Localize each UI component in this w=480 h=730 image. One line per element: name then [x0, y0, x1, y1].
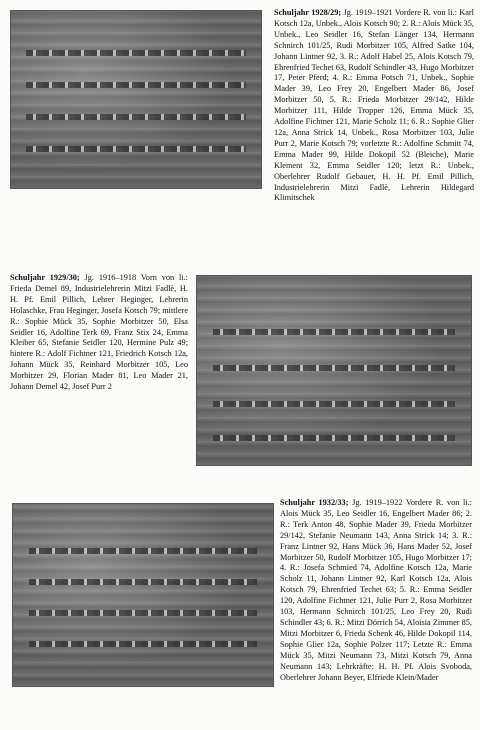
caption-1928	[274, 8, 474, 204]
caption-1929	[10, 273, 188, 393]
caption-year: Jg. 1919–1921	[343, 8, 393, 17]
class-photo-1929	[196, 275, 472, 466]
caption-year: Jg. 1919–1922	[352, 498, 403, 507]
caption-body: Vorn von li.: Frieda Demel 89, Industrielehrerin Mitzi Fadlè, H. H. Pf. Emil Pillich, Lehrer Heginger, Lehrerin Holaschke, Frau Heginger, Josefa Kotsch 79; mittlere R.: Sophie Mück 35, Sophie Morbitzer 50, Elsa Seidler 16, Adolfine Terk 69, Franz Stix 24, Emma Kleiber 65, Stefanie Seidler 120, Hermine Pulz 49; hintere R.: Adolf Fichtner 121, Friedrich Kotsch 12a, Johann Mück 35, Reinhard Morbitzer 105, Leo Morbitzer 29, Florian Mader 81, Leo Mader 21, Johann Demel 42, Josef Purr 2	[10, 273, 189, 392]
caption-title: Schuljahr 1929/30;	[10, 273, 80, 282]
caption-title: Schuljahr 1932/33;	[280, 498, 349, 507]
caption-year: Jg. 1916–1918	[84, 273, 137, 282]
class-photo-1928	[10, 10, 262, 189]
float-spacer	[12, 498, 280, 674]
caption-title: Schuljahr 1928/29;	[274, 8, 342, 17]
caption-1932	[12, 498, 472, 683]
caption-body: Vordere R. von li.: Karl Kotsch 12a, Unbek., Alois Kotsch 90; 2. R.: Alois Mück 35, Unbek., Leo Seidler 16, Stefan Länger 134, Hermann Schnirch 101/25, Rudi Morbitzer 105, Alfred Satke 104, Johann Lintner 92, 3. R.: Adolf Habel 25, Alois Kotsch 79, Ehrenfried Techet 63, Rudolf Schindler 43, Hugo Morbitzer 17, Peter Pferd; 4. R.: Emma Potsch 71, Unbek., Sophie Mader 39, Leo Frey 20, Engelbert Mader 86, Josef Morbitzer 50, 5. R.: Frieda Morbitzer 29/142, Hilde Morbitzer 111, Hilde Tropper 126, Emma Mück 35, Adolfine Fichtner 121, Marie Scholz 11; 6. R.: Sophie Glier 12a, Anna Strick 14, Unbek., Rosa Morbitzer 103, Julie Purr 2, Marie Kotsch 79; vorletzte R.: Adolfine Schmitt 74, Emma Mader 99, Hilde Dokopil 52 (Bleiche), Marie Klement 32, Emma Seidler 120; letzt R.: Unbek., Oberlehrer Rudolf Gebauer, H. H. Pf. Emil Pillich, Industrielehrerin Mitzi Fadlè, Lehrerin Hildegard Klimitschek	[274, 8, 474, 203]
caption-body: Vordere R. von li.: Alois Mück 35, Leo Seidler 16, Engelbert Mader 86; 2. R.: Terk Anton 48, Sophie Mader 39, Frieda Morbitzer 29/142, Stefanie Neumann 143, Anna Strick 14; 3. R.: Franz Lintner 92, Hans Mück 36, Hans Mader 52, Josef Morbitzer 50, Rudolf Morbitzer 105, Hugo Morbitzer 17; 4. R.: Josefa Schmied 74, Adolfine Kotsch 12a, Marie Scholz 11, Johann Lintner 92, Karl Kotsch 12a, Alois Kotsch 79, Ehrenfried Techet 63; 5. R.: Emma Seidler 120, Adolfine Fichtner 121, Julie Purr 2, Rosa Morbitzer 103, Hermann Schnirch 101/25, Leo Frey 20, Rudi Schindler 43; 6. R.: Mitzi Dörrich 54, Aloisia Zimmer 85, Mitzi Morbitzer 6, Frieda Schenk 46, Hilde Dokopil 114, Sophie Glier 12a, Sophie Polzer 117; Letzte R.: Emma Mück 35, Mitzi Neumann 73, Mitzi Kotsch 79, Anna Neumann 143; Lehrkräfte: H. H. Pf. Alois Svoboda, Oberlehrer Johann Beyer, Elfriede Klein/Mader	[280, 498, 472, 682]
